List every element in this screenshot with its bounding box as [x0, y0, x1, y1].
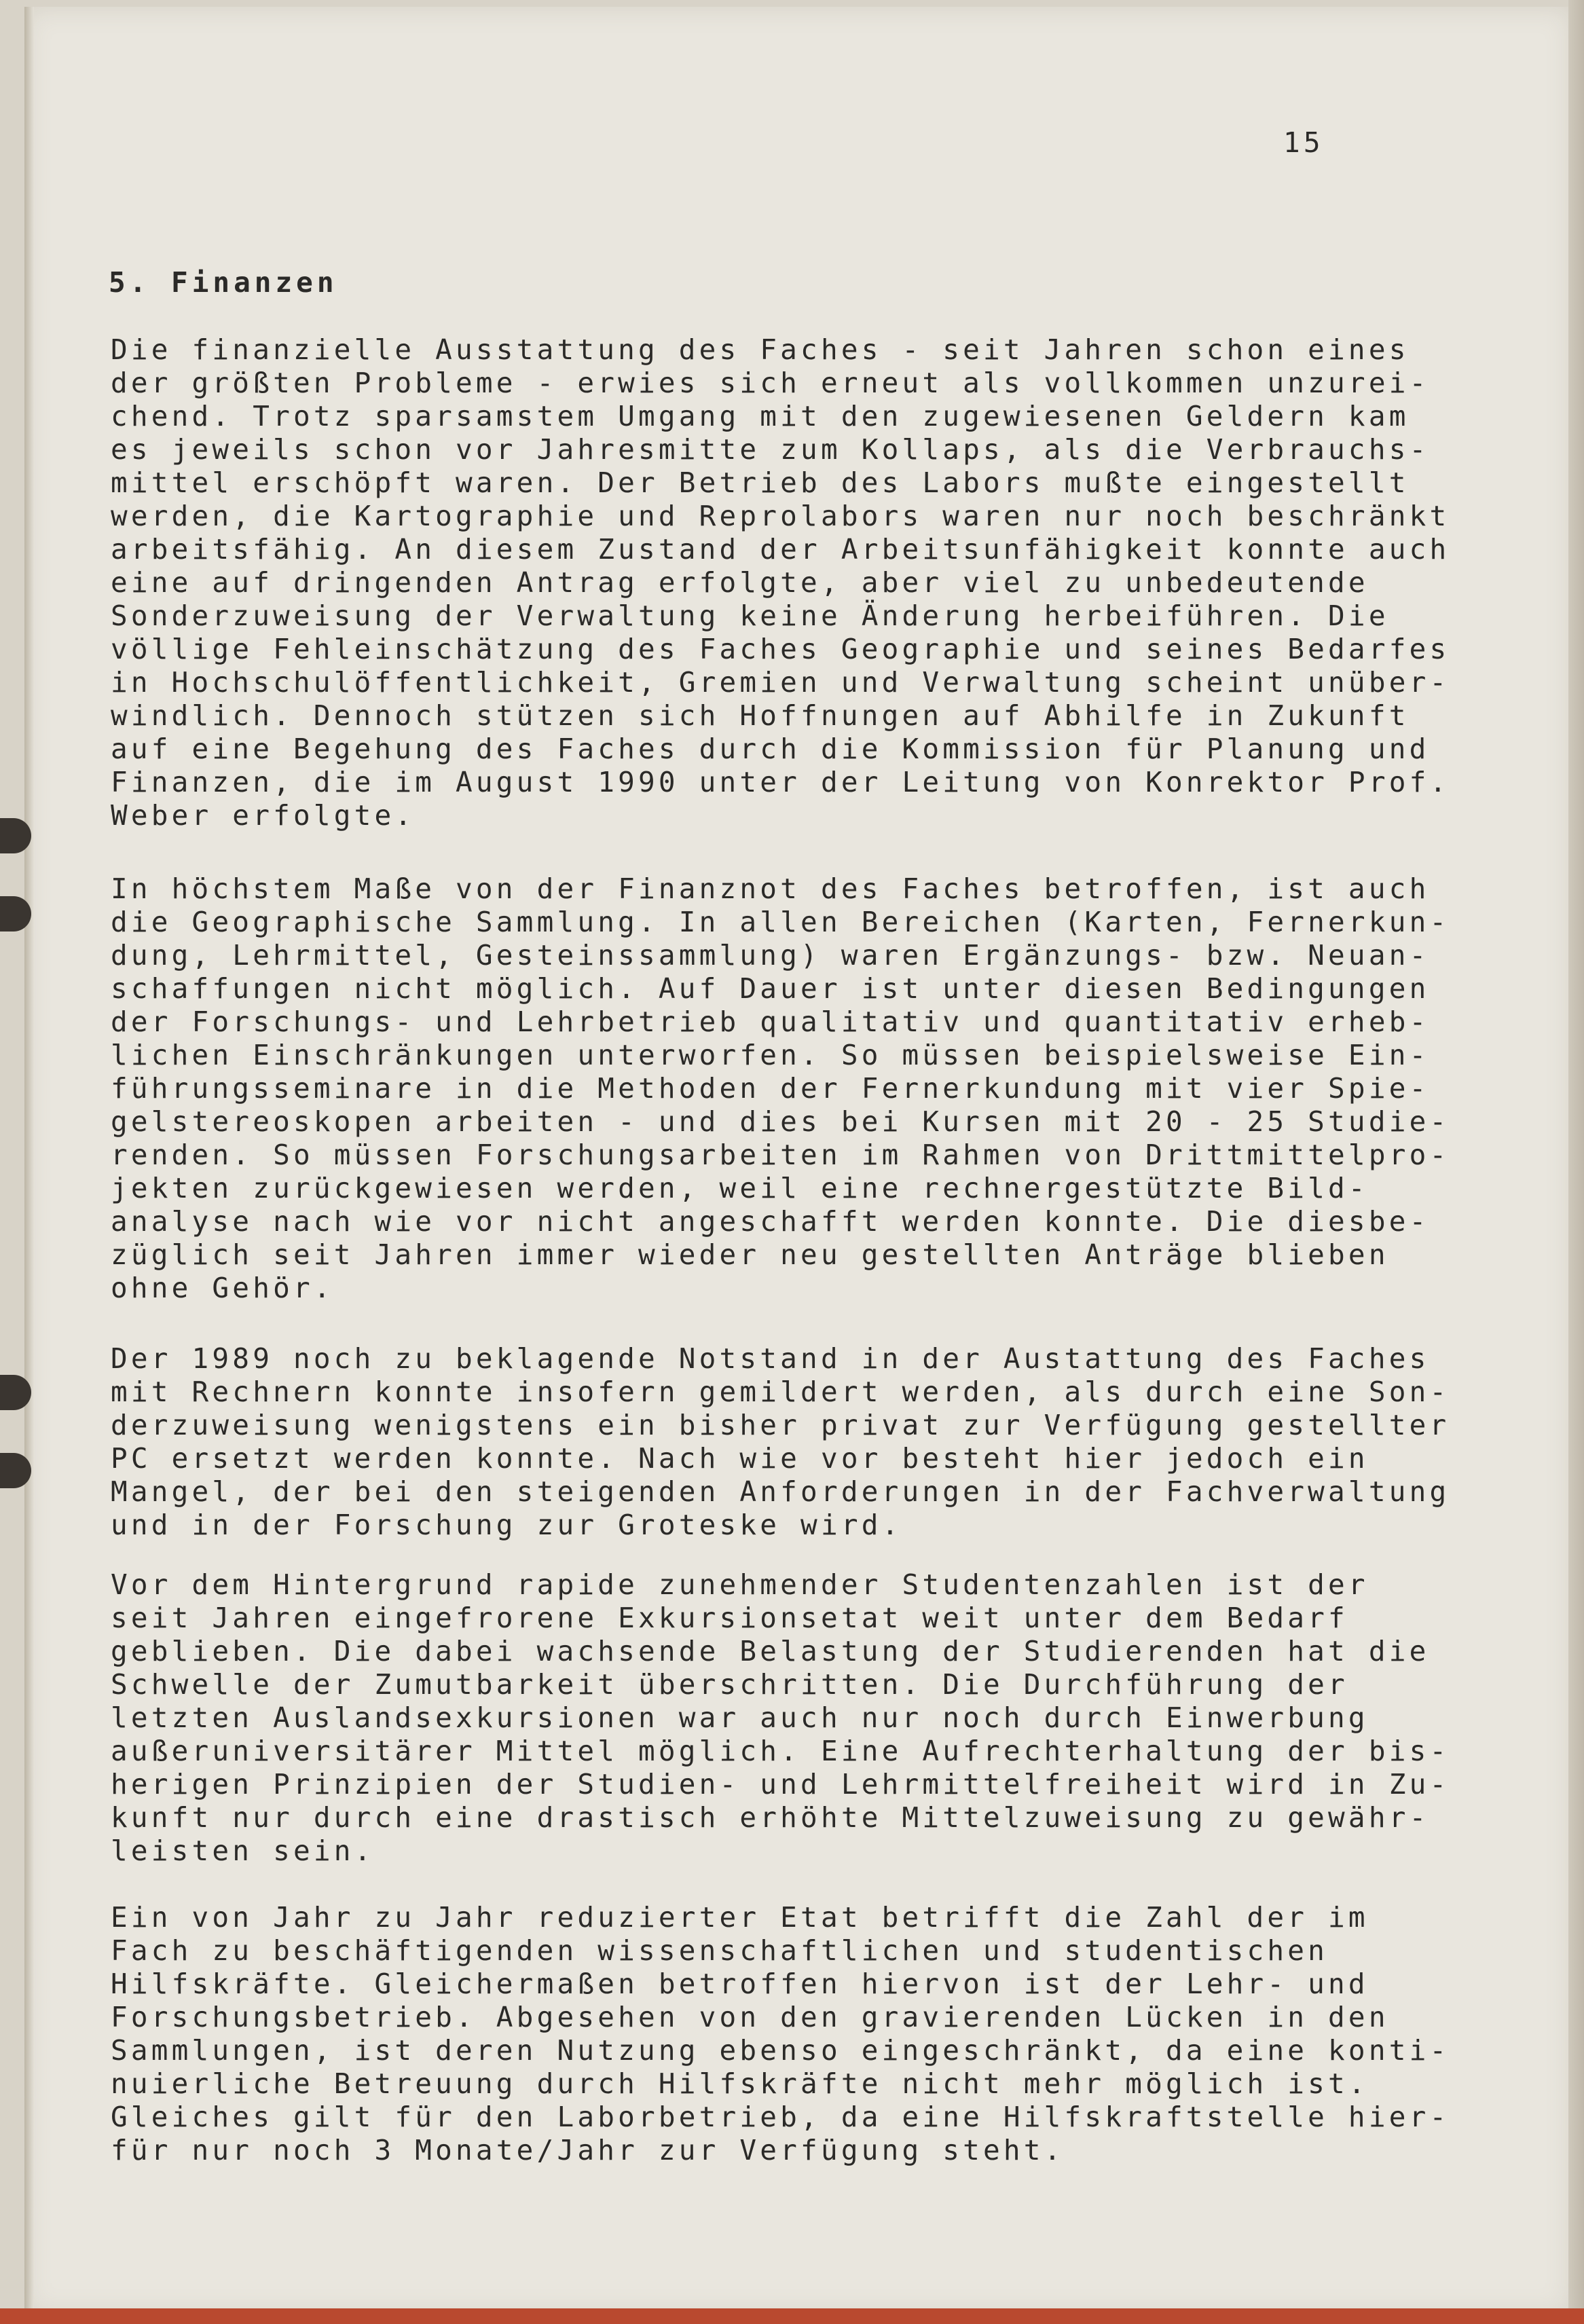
text-line: eine auf dringenden Antrag erfolgte, aber viel zu unbedeutende [111, 566, 1369, 599]
text-line: in Hochschulöffentlichkeit, Gremien und Verwaltung scheint unüber- [111, 666, 1450, 699]
text-line: völlige Fehleinschätzung des Faches Geographie und seines Bedarfes [111, 633, 1450, 665]
text-line: herigen Prinzipien der Studien- und Lehrmittelfreiheit wird in Zu- [111, 1768, 1450, 1801]
text-line: auf eine Begehung des Faches durch die Kommission für Planung und [111, 733, 1430, 765]
text-line: gelstereoskopen arbeiten - und dies bei Kursen mit 20 - 25 Studie- [111, 1105, 1450, 1138]
text-line: Sonderzuweisung der Verwaltung keine Änderung herbeiführen. Die [111, 600, 1389, 632]
text-line: Hilfskräfte. Gleichermaßen betroffen hiervon ist der Lehr- und [111, 1968, 1369, 2000]
text-line: führungsseminare in die Methoden der Fernerkundung mit vier Spie- [111, 1072, 1430, 1105]
text-line: arbeitsfähig. An diesem Zustand der Arbeitsunfähigkeit konnte auch [111, 533, 1450, 566]
paragraph-1 [111, 333, 1450, 832]
right-page-edge [1568, 0, 1584, 2324]
text-line: die Geographische Sammlung. In allen Bereichen (Karten, Fernerkun- [111, 906, 1450, 938]
text-line: In höchstem Maße von der Finanznot des Faches betroffen, ist auch [111, 872, 1430, 905]
text-line: geblieben. Die dabei wachsende Belastung der Studierenden hat die [111, 1635, 1430, 1667]
text-line: Die finanzielle Ausstattung des Faches - seit Jahren schon eines [111, 333, 1410, 366]
text-line: züglich seit Jahren immer wieder neu gestellten Anträge blieben [111, 1238, 1389, 1271]
text-line: Vor dem Hintergrund rapide zunehmender Studentenzahlen ist der [111, 1568, 1369, 1601]
text-line: Schwelle der Zumutbarkeit überschritten. Die Durchführung der [111, 1668, 1348, 1701]
paragraph-3 [111, 1342, 1450, 1542]
paragraph-2 [111, 872, 1450, 1305]
text-line: für nur noch 3 Monate/Jahr zur Verfügung steht. [111, 2134, 1065, 2166]
paragraph-5 [111, 1901, 1450, 2167]
text-line: Finanzen, die im August 1990 unter der Leitung von Konrektor Prof. [111, 766, 1450, 798]
text-line: lichen Einschränkungen unterworfen. So müssen beispielsweise Ein- [111, 1039, 1430, 1071]
text-line: Der 1989 noch zu beklagende Notstand in der Austattung des Faches [111, 1342, 1430, 1375]
text-line: es jeweils schon vor Jahresmitte zum Kollaps, als die Verbrauchs- [111, 433, 1430, 466]
text-line: außeruniversitärer Mittel möglich. Eine Aufrechterhaltung der bis- [111, 1735, 1450, 1767]
paragraph-4 [111, 1568, 1450, 1868]
text-line: analyse nach wie vor nicht angeschafft werden konnte. Die diesbe- [111, 1205, 1430, 1238]
text-line: Weber erfolgte. [111, 799, 416, 832]
text-line: werden, die Kartographie und Reprolabors waren nur noch beschränkt [111, 500, 1450, 532]
text-line: dung, Lehrmittel, Gesteinssammlung) waren Ergänzungs- bzw. Neuan- [111, 939, 1430, 972]
text-line: chend. Trotz sparsamstem Umgang mit den zugewiesenen Geldern kam [111, 400, 1410, 432]
text-line: Fach zu beschäftigenden wissenschaftlichen und studentischen [111, 1934, 1329, 1967]
bottom-page-edge [0, 2308, 1584, 2324]
text-line: der größten Probleme - erwies sich erneut als vollkommen unzurei- [111, 367, 1430, 399]
text-line: leisten sein. [111, 1834, 375, 1867]
page-number: 15 [1283, 126, 1324, 159]
text-line: ohne Gehör. [111, 1272, 334, 1304]
text-line: kunft nur durch eine drastisch erhöhte Mittelzuweisung zu gewähr- [111, 1801, 1430, 1834]
text-line: Ein von Jahr zu Jahr reduzierter Etat betrifft die Zahl der im [111, 1901, 1369, 1934]
text-line: mittel erschöpft waren. Der Betrieb des Labors mußte eingestellt [111, 466, 1410, 499]
text-line: schaffungen nicht möglich. Auf Dauer ist unter diesen Bedingungen [111, 972, 1430, 1005]
text-line: jekten zurückgewiesen werden, weil eine rechnergestützte Bild- [111, 1172, 1369, 1204]
text-line: Gleiches gilt für den Laborbetrieb, da eine Hilfskraftstelle hier- [111, 2101, 1450, 2133]
text-line: seit Jahren eingefrorene Exkursionsetat weit unter dem Bedarf [111, 1602, 1348, 1634]
text-line: Sammlungen, ist deren Nutzung ebenso eingeschränkt, da eine konti- [111, 2034, 1450, 2067]
section-heading: 5. Finanzen [109, 266, 338, 299]
binding-edge [24, 7, 34, 2315]
text-line: Forschungsbetrieb. Abgesehen von den gravierenden Lücken in den [111, 2001, 1389, 2033]
text-line: letzten Auslandsexkursionen war auch nur noch durch Einwerbung [111, 1701, 1369, 1734]
text-line: windlich. Dennoch stützen sich Hoffnungen auf Abhilfe in Zukunft [111, 699, 1410, 732]
text-line: renden. So müssen Forschungsarbeiten im Rahmen von Drittmittelpro- [111, 1139, 1450, 1171]
text-line: mit Rechnern konnte insofern gemildert werden, als durch eine Son- [111, 1376, 1450, 1408]
text-line: der Forschungs- und Lehrbetrieb qualitativ und quantitativ erheb- [111, 1006, 1430, 1038]
text-line: PC ersetzt werden konnte. Nach wie vor besteht hier jedoch ein [111, 1442, 1369, 1475]
text-line: und in der Forschung zur Groteske wird. [111, 1509, 902, 1541]
text-line: Mangel, der bei den steigenden Anforderungen in der Fachverwaltung [111, 1475, 1450, 1508]
text-line: nuierliche Betreuung durch Hilfskräfte nicht mehr möglich ist. [111, 2067, 1369, 2100]
text-line: derzuweisung wenigstens ein bisher privat zur Verfügung gestellter [111, 1409, 1450, 1441]
